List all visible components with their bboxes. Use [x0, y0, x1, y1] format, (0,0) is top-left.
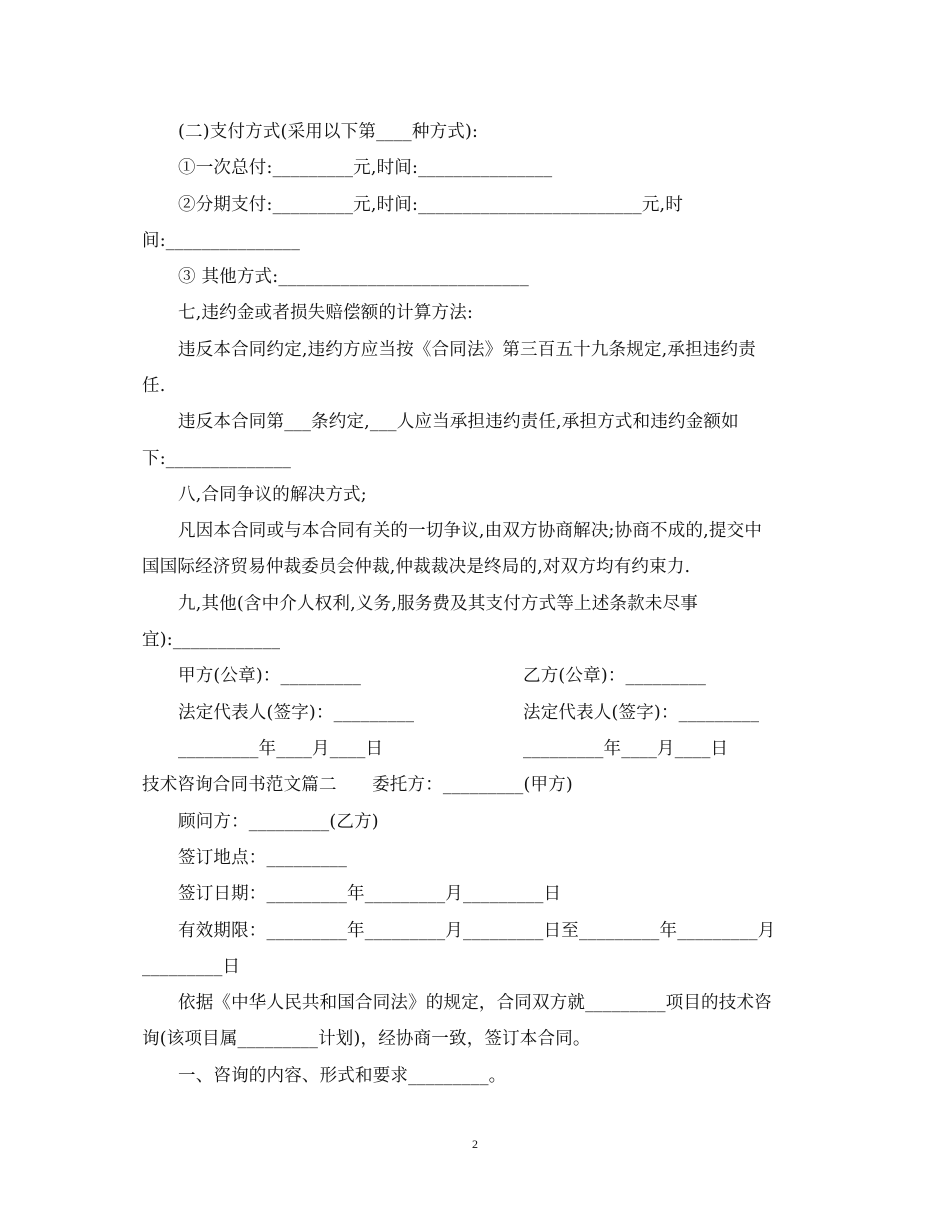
other-payment-line: ③ 其他方式:____________________________ — [178, 267, 529, 287]
signing-date-line: 签订日期：_________年_________月_________日 — [178, 884, 562, 904]
validity-period-line-cont: _________日 — [142, 957, 241, 977]
signing-place-line: 签订地点：_________ — [178, 848, 348, 868]
section-nine-line: 九,其他(含中介人权利,义务,服务费及其支付方式等上述条款未尽事 — [178, 594, 698, 614]
dispute-clause-line: 凡因本合同或与本合同有关的一切争议,由双方协商解决;协商不成的,提交中 — [178, 521, 763, 541]
signature-date-a: _________年____月____日 — [178, 739, 384, 759]
breach-article-line: 违反本合同第___条约定,___人应当承担违约责任,承担方式和违约金额如 — [178, 412, 739, 432]
section-one-heading: 一、咨询的内容、形式和要求_________。 — [178, 1066, 507, 1086]
section-seven-heading: 七,违约金或者损失赔偿额的计算方法: — [178, 303, 474, 323]
sample-two-title-line: 技术咨询合同书范文篇二 委托方：_________(甲方) — [142, 775, 573, 795]
party-a-seal: 甲方(公章)：_________ — [178, 666, 362, 686]
legal-rep-a: 法定代表人(签字)：_________ — [178, 703, 415, 723]
page-number: 2 — [472, 1137, 478, 1151]
payment-method-heading: (二)支付方式(采用以下第____种方式): — [178, 122, 479, 142]
party-b-seal: 乙方(公章)：_________ — [523, 666, 707, 686]
basis-clause-line-cont: 询(该项目属_________计划)，经协商一致，签订本合同。 — [142, 1029, 591, 1049]
basis-clause-line: 依据《中华人民共和国合同法》的规定，合同双方就_________项目的技术咨 — [178, 993, 772, 1013]
installment-payment-line-cont: 间:_______________ — [142, 231, 301, 251]
breach-clause-line-cont: 任. — [142, 376, 166, 396]
installment-payment-line: ②分期支付:_________元,时间:_________________________元,时 — [178, 195, 684, 215]
validity-period-line: 有效期限：_________年_________月_________日至_________年_________月 — [178, 921, 776, 941]
legal-rep-b: 法定代表人(签字)：_________ — [523, 703, 760, 723]
breach-article-line-cont: 下:______________ — [142, 449, 292, 469]
dispute-clause-line-cont: 国国际经济贸易仲裁委员会仲裁,仲裁裁决是终局的,对双方均有约束力. — [142, 557, 691, 577]
lump-sum-payment-line: ①一次总付:_________元,时间:_______________ — [178, 158, 553, 178]
section-nine-line-cont: 宜):____________ — [142, 630, 281, 650]
consultant-line: 顾问方：_________(乙方) — [178, 812, 379, 832]
signature-date-b: _________年____月____日 — [523, 739, 729, 759]
section-eight-heading: 八,合同争议的解决方式; — [178, 485, 367, 505]
breach-clause-line: 违反本合同约定,违约方应当按《合同法》第三百五十九条规定,承担违约责 — [178, 340, 756, 360]
